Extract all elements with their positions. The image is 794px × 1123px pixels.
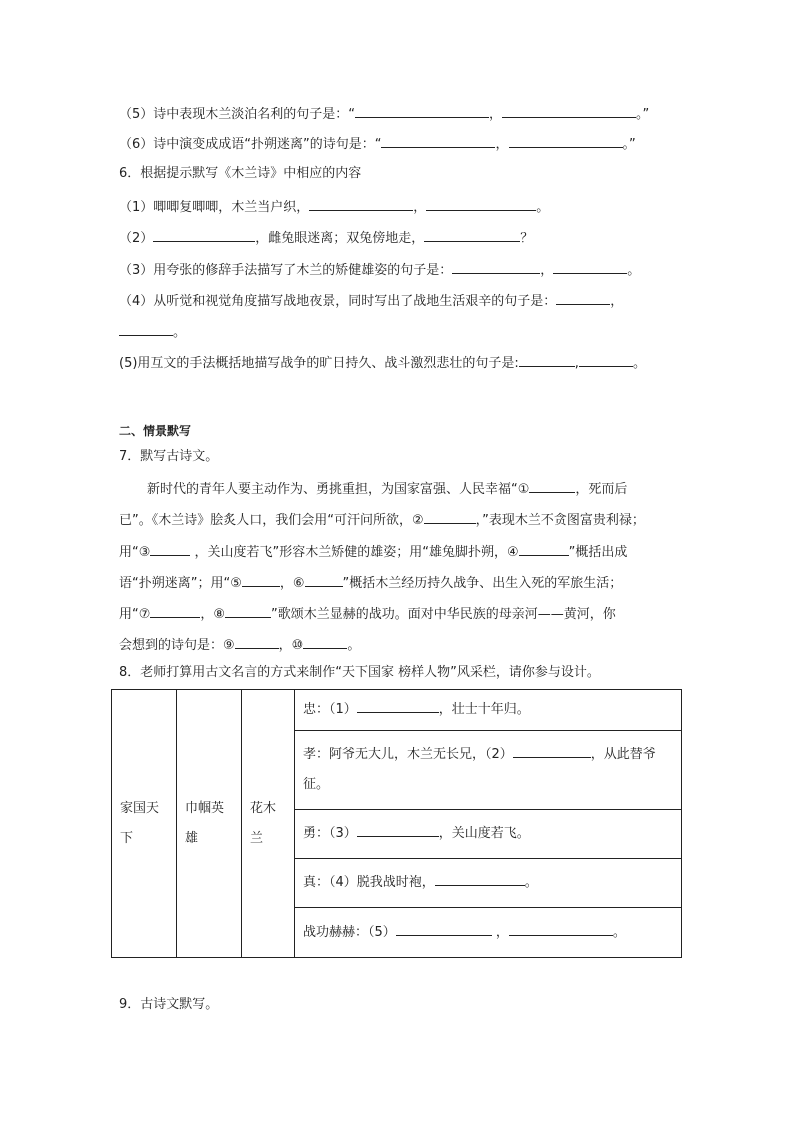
q6-item4: （4）从听觉和视觉角度描写战地夜景，同时写出了战地生活艰辛的句子是： ， [119, 291, 623, 311]
answer-blank[interactable] [452, 260, 540, 274]
category-cell: 家国天下 [112, 690, 177, 958]
role-cell: 巾帼英雄 [177, 690, 242, 958]
row-merit: 战功赫赫：（5） ， 。 [295, 908, 682, 958]
answer-blank[interactable] [519, 353, 575, 367]
q8-title: 8．老师打算用古文名言的方式来制作“天下国家 榜样人物”风采栏，请你参与设计。 [119, 665, 600, 680]
answer-blank[interactable] [519, 542, 569, 556]
section-heading: 二、情景默写 [119, 424, 192, 438]
answer-blank[interactable] [242, 573, 280, 587]
row-loyalty: 忠：（1） ，壮士十年归。 [295, 690, 682, 731]
q7-title: 7．默写古诗文。 [119, 449, 219, 464]
q5-item6: （6）诗中演变成成语“扑朔迷离”的诗句是：“ ， 。” [119, 134, 636, 154]
q6-title: 6．根据提示默写《木兰诗》中相应的内容 [119, 166, 362, 181]
profile-table [111, 689, 682, 958]
q7-para-line2: 已”。《木兰诗》脍炙人口，我们会用“可汗问所欲，② ，”表现木兰不贪图富贵利禄； [119, 510, 645, 530]
answer-blank[interactable] [396, 922, 492, 936]
answer-blank[interactable] [435, 872, 525, 886]
answer-blank[interactable] [357, 699, 439, 713]
answer-blank[interactable] [424, 510, 476, 524]
answer-blank[interactable] [119, 322, 173, 336]
answer-blank[interactable] [309, 197, 413, 211]
name-cell: 花木兰 [242, 690, 295, 958]
row-filial: 孝：阿爷无大儿，木兰无长兄，（2） ，从此替爷征。 [295, 731, 682, 810]
q6-item3: （3）用夸张的修辞手法描写了木兰的矫健雄姿的句子是： ， 。 [119, 260, 640, 280]
answer-blank[interactable] [305, 573, 343, 587]
row-truth: 真：（4）脱我战时袍， 。 [295, 859, 682, 908]
answer-blank[interactable] [303, 635, 347, 649]
answer-blank[interactable] [513, 744, 591, 758]
answer-blank[interactable] [529, 479, 575, 493]
q6-item2: （2） ，雌兔眼迷离；双兔傍地走， ？ [119, 228, 533, 248]
q6-item4-cont: 。 [119, 322, 186, 342]
answer-blank[interactable] [556, 291, 610, 305]
q6-item5: (5)用互文的手法概括地描写战争的旷日持久、战斗激烈悲壮的句子是: , 。 [119, 353, 646, 373]
answer-blank[interactable] [235, 635, 279, 649]
answer-blank[interactable] [509, 134, 623, 148]
q9-title: 9．古诗文默写。 [119, 997, 219, 1012]
answer-blank[interactable] [381, 134, 495, 148]
answer-blank[interactable] [355, 104, 489, 118]
answer-blank[interactable] [153, 228, 255, 242]
answer-blank[interactable] [553, 260, 627, 274]
answer-blank[interactable] [426, 197, 536, 211]
q7-para-line4: 语“扑朔迷离”；用“⑤ ，⑥ ”概括木兰经历持久战争、出生入死的军旅生活； [119, 573, 622, 593]
q7-para-line6: 会想到的诗句是：⑨ ，⑩ 。 [119, 635, 360, 655]
answer-blank[interactable] [150, 604, 200, 618]
answer-blank[interactable] [509, 922, 613, 936]
q6-item1: （1）唧唧复唧唧，木兰当户织， ， 。 [119, 197, 549, 217]
answer-blank[interactable] [357, 823, 439, 837]
q7-para-line1: 新时代的青年人要主动作为、勇挑重担，为国家富强、人民幸福“① ，死而后 [147, 479, 627, 499]
answer-blank[interactable] [225, 604, 271, 618]
q7-para-line3: 用“③ ，关山度若飞”形容木兰矫健的雄姿；用“雄兔脚扑朔，④ ”概括出成 [119, 542, 627, 562]
q5-item5: （5）诗中表现木兰淡泊名利的句子是：“ ， 。” [119, 104, 649, 124]
answer-blank[interactable] [579, 353, 633, 367]
q7-para-line5: 用“⑦ ，⑧ ”歌颂木兰显赫的战功。面对中华民族的母亲河——黄河，你 [119, 604, 616, 624]
answer-blank[interactable] [150, 542, 190, 556]
answer-blank[interactable] [424, 228, 520, 242]
row-courage: 勇：（3） ，关山度若飞。 [295, 810, 682, 859]
answer-blank[interactable] [502, 104, 636, 118]
